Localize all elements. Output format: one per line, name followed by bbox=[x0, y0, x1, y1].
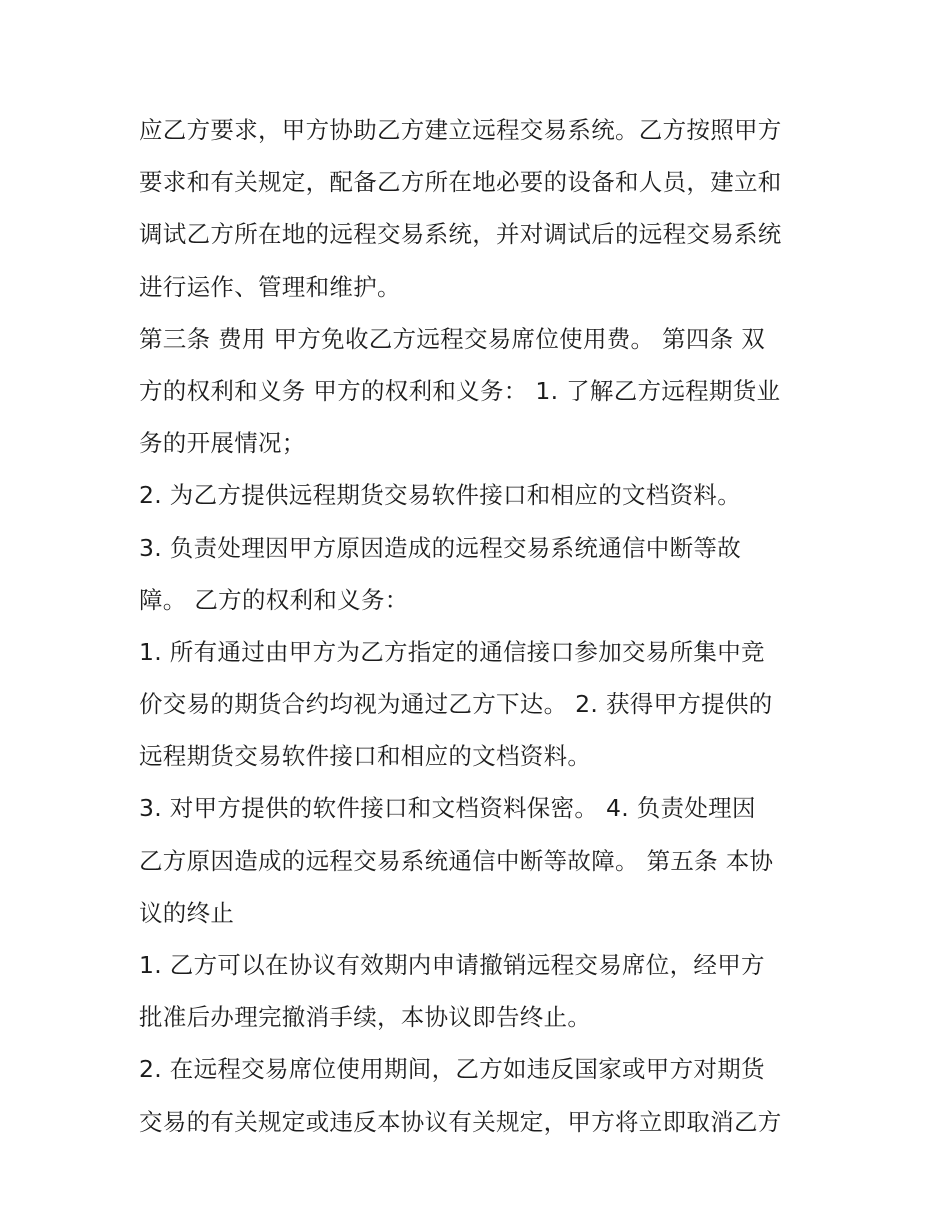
text-line: 方的权利和义务 甲方的权利和义务： 1. 了解乙方远程期货业 bbox=[139, 376, 781, 405]
text-line: 3. 负责处理因甲方原因造成的远程交易系统通信中断等故 bbox=[139, 533, 741, 562]
text-line: 应乙方要求，甲方协助乙方建立远程交易系统。乙方按照甲方 bbox=[139, 116, 782, 144]
document-body bbox=[139, 104, 819, 1148]
text-line: 批准后办理完撤消手续，本协议即告终止。 bbox=[139, 1003, 592, 1032]
text-line: 第三条 费用 甲方免收乙方远程交易席位使用费。 第四条 双 bbox=[139, 324, 766, 353]
text-line: 务的开展情况； bbox=[139, 429, 306, 458]
text-line: 障。 乙方的权利和义务： bbox=[139, 585, 409, 614]
text-line: 要求和有关规定，配备乙方所在地必要的设备和人员，建立和 bbox=[139, 168, 782, 197]
text-line: 1. 乙方可以在协议有效期内申请撤销远程交易席位，经甲方 bbox=[139, 951, 765, 979]
text-line: 进行运作、管理和维护。 bbox=[139, 272, 401, 301]
text-line: 议的终止 bbox=[139, 898, 235, 927]
text-line: 2. 在远程交易席位使用期间，乙方如违反国家或甲方对期货 bbox=[139, 1055, 765, 1084]
text-line: 远程期货交易软件接口和相应的文档资料。 bbox=[139, 742, 592, 771]
text-line: 价交易的期货合约均视为通过乙方下达。 2. 获得甲方提供的 bbox=[139, 690, 773, 719]
text-line: 乙方原因造成的远程交易系统通信中断等故障。 第五条 本协 bbox=[139, 846, 774, 875]
text-line: 3. 对甲方提供的软件接口和文档资料保密。 4. 负责处理因 bbox=[139, 794, 756, 823]
text-line: 1. 所有通过由甲方为乙方指定的通信接口参加交易所集中竞 bbox=[139, 637, 765, 666]
text-line: 2. 为乙方提供远程期货交易软件接口和相应的文档资料。 bbox=[139, 481, 741, 510]
text-line: 交易的有关规定或违反本协议有关规定，甲方将立即取消乙方 bbox=[139, 1107, 782, 1136]
text-line: 调试乙方所在地的远程交易系统，并对调试后的远程交易系统 bbox=[139, 220, 782, 249]
